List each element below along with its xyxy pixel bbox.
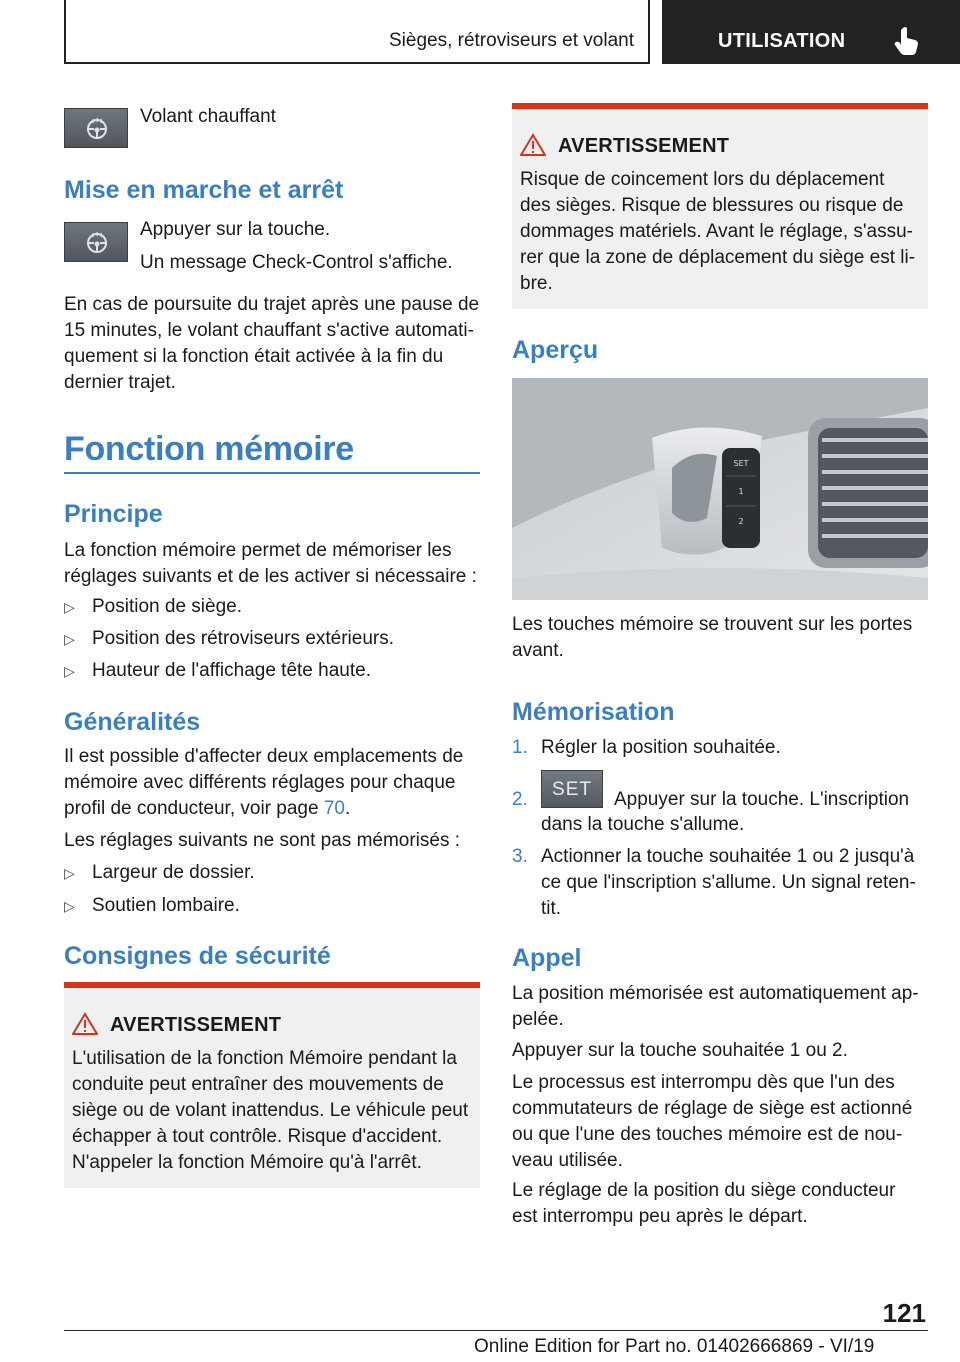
seat-memory-buttons	[722, 448, 760, 548]
page-number: 121	[882, 1298, 926, 1328]
step-number: 1.	[512, 737, 528, 758]
triangle-bullet-icon: ▷	[64, 865, 75, 881]
text-line: N'appeler la fonction Mémoire qu'à l'arrêt.	[72, 1152, 422, 1173]
list-item-text: Soutien lombaire.	[92, 895, 240, 916]
triangle-bullet-icon: ▷	[64, 663, 75, 679]
warning-text	[520, 167, 915, 297]
step-text	[541, 844, 916, 922]
principle-heading: Principe	[64, 500, 163, 528]
warning-label: AVERTISSEMENT	[558, 135, 730, 157]
text-line: commutateurs de réglage de siège est actionné	[512, 1098, 913, 1119]
save-heading: Mémorisation	[512, 698, 675, 726]
photo-button-2-label: 2	[738, 517, 744, 526]
triangle-bullet-icon: ▷	[64, 599, 75, 615]
text-line: est interrompu peu après le départ.	[512, 1206, 808, 1227]
text-line	[64, 796, 463, 822]
list-item-text: Position de siège.	[92, 596, 242, 617]
step-number: 2.	[512, 789, 528, 810]
text-line: dommages matériels. Avant le réglage, s'assu-	[520, 221, 913, 242]
text-line: 15 minutes, le volant chauffant s'active automati-	[64, 320, 474, 341]
text-line: dernier trajet.	[64, 372, 176, 393]
text-line-part: profil de conducteur, voir page	[64, 798, 324, 819]
text-line: La fonction mémoire permet de mémoriser les	[64, 540, 452, 561]
text-line: quement si la fonction était activée à la fin du	[64, 346, 444, 367]
step-text: Appuyer sur la touche. L'inscription	[614, 789, 910, 810]
warning-box	[512, 103, 928, 309]
text-line: siège ou de volant inattendus. Le véhicule peut	[72, 1100, 469, 1121]
step-text: Régler la position souhaitée.	[541, 737, 781, 758]
text-line-part: .	[344, 798, 351, 819]
list-item-text: Largeur de dossier.	[92, 862, 255, 883]
not-saved-intro: Les réglages suivants ne sont pas mémorisés :	[64, 830, 461, 851]
text-line: avant.	[512, 640, 564, 661]
text-line: pelée.	[512, 1009, 564, 1030]
header-section-box	[64, 0, 650, 64]
text-line: En cas de poursuite du trajet après une pause de	[64, 294, 480, 315]
set-key-image: SET	[541, 770, 603, 808]
photo-button-set-label: SET	[733, 459, 749, 468]
text-line: Les touches mémoire se trouvent sur les portes	[512, 614, 913, 635]
list-item-text: Position des rétroviseurs extérieurs.	[92, 628, 395, 649]
triangle-bullet-icon: ▷	[64, 631, 75, 647]
page-reference-link[interactable]: 70	[323, 798, 345, 819]
recall-paragraph-2: Appuyer sur la touche souhaitée 1 ou 2.	[512, 1040, 848, 1061]
title-underline	[64, 472, 480, 474]
warning-text	[72, 1046, 468, 1176]
recall-heading: Appel	[512, 944, 582, 972]
text-line: La position mémorisée est automatiquement ap-	[512, 983, 919, 1004]
on-off-line-1: Appuyer sur la touche.	[140, 219, 331, 240]
warning-label: AVERTISSEMENT	[110, 1014, 282, 1036]
heated-wheel-key-image-2	[64, 222, 128, 262]
air-vent	[808, 418, 928, 568]
text-line: rer que la zone de déplacement du siège est li-	[520, 247, 916, 268]
hand-pointer-icon	[894, 26, 920, 56]
edition-footer: Online Edition for Part no. 01402666869 - VI/19	[474, 1336, 875, 1357]
list-item-text: Hauteur de l'affichage tête haute.	[92, 660, 371, 681]
chapter-title: UTILISATION	[718, 30, 846, 52]
general-paragraph	[64, 744, 463, 822]
principle-paragraph	[64, 538, 477, 590]
text-line: mémoire avec différents réglages pour chaque	[64, 772, 456, 793]
step-text: dans la touche s'allume.	[541, 814, 745, 835]
continue-paragraph	[64, 292, 479, 396]
steering-wheel-icon	[85, 117, 109, 141]
photo-caption	[512, 612, 912, 664]
text-line: Actionner la touche souhaitée 1 ou 2 jusqu'à	[541, 846, 915, 867]
on-off-heading: Mise en marche et arrêt	[64, 176, 344, 204]
steering-wheel-icon	[85, 231, 109, 255]
text-line: veau utilisée.	[512, 1150, 623, 1171]
memory-buttons-photo	[512, 378, 928, 600]
memory-function-title: Fonction mémoire	[64, 430, 354, 468]
warning-triangle-icon	[520, 133, 546, 157]
general-heading: Généralités	[64, 708, 201, 736]
header-chapter-box	[662, 0, 960, 64]
footer-rule	[64, 1330, 928, 1331]
text-line: réglages suivants et de les activer si nécessaire :	[64, 566, 477, 587]
photo-button-1-label: 1	[738, 487, 744, 496]
heated-steering-wheel-key-image	[64, 108, 128, 148]
recall-paragraph-1	[512, 981, 919, 1033]
recall-paragraph-3	[512, 1070, 912, 1174]
step-number: 3.	[512, 846, 528, 867]
heated-wheel-label: Volant chauffant	[140, 106, 276, 127]
text-line: Il est possible d'affecter deux emplacements de	[64, 746, 464, 767]
text-line: Le processus est interrompu dès que l'un des	[512, 1072, 895, 1093]
triangle-bullet-icon: ▷	[64, 898, 75, 914]
text-line: échapper à tout contrôle. Risque d'accident.	[72, 1126, 443, 1147]
text-line: Risque de coincement lors du déplacement	[520, 169, 885, 190]
text-line: bre.	[520, 273, 553, 294]
on-off-line-2: Un message Check-Control s'affiche.	[140, 252, 453, 273]
warning-triangle-icon	[72, 1012, 98, 1036]
section-title: Sièges, rétroviseurs et volant	[388, 30, 634, 51]
text-line: conduite peut entraîner des mouvements de	[72, 1074, 444, 1095]
recall-paragraph-4	[512, 1178, 895, 1230]
text-line: tit.	[541, 898, 562, 919]
warning-box	[64, 982, 480, 1188]
overview-heading: Aperçu	[512, 336, 599, 364]
text-line: ce que l'inscription s'allume. Un signal reten-	[541, 872, 916, 893]
text-line: ou que l'une des touches mémoire est de nou-	[512, 1124, 903, 1145]
safety-heading: Consignes de sécurité	[64, 942, 331, 970]
text-line: L'utilisation de la fonction Mémoire pendant la	[72, 1048, 457, 1069]
text-line: Le réglage de la position du siège conducteur	[512, 1180, 896, 1201]
text-line: des sièges. Risque de blessures ou risque de	[520, 195, 904, 216]
